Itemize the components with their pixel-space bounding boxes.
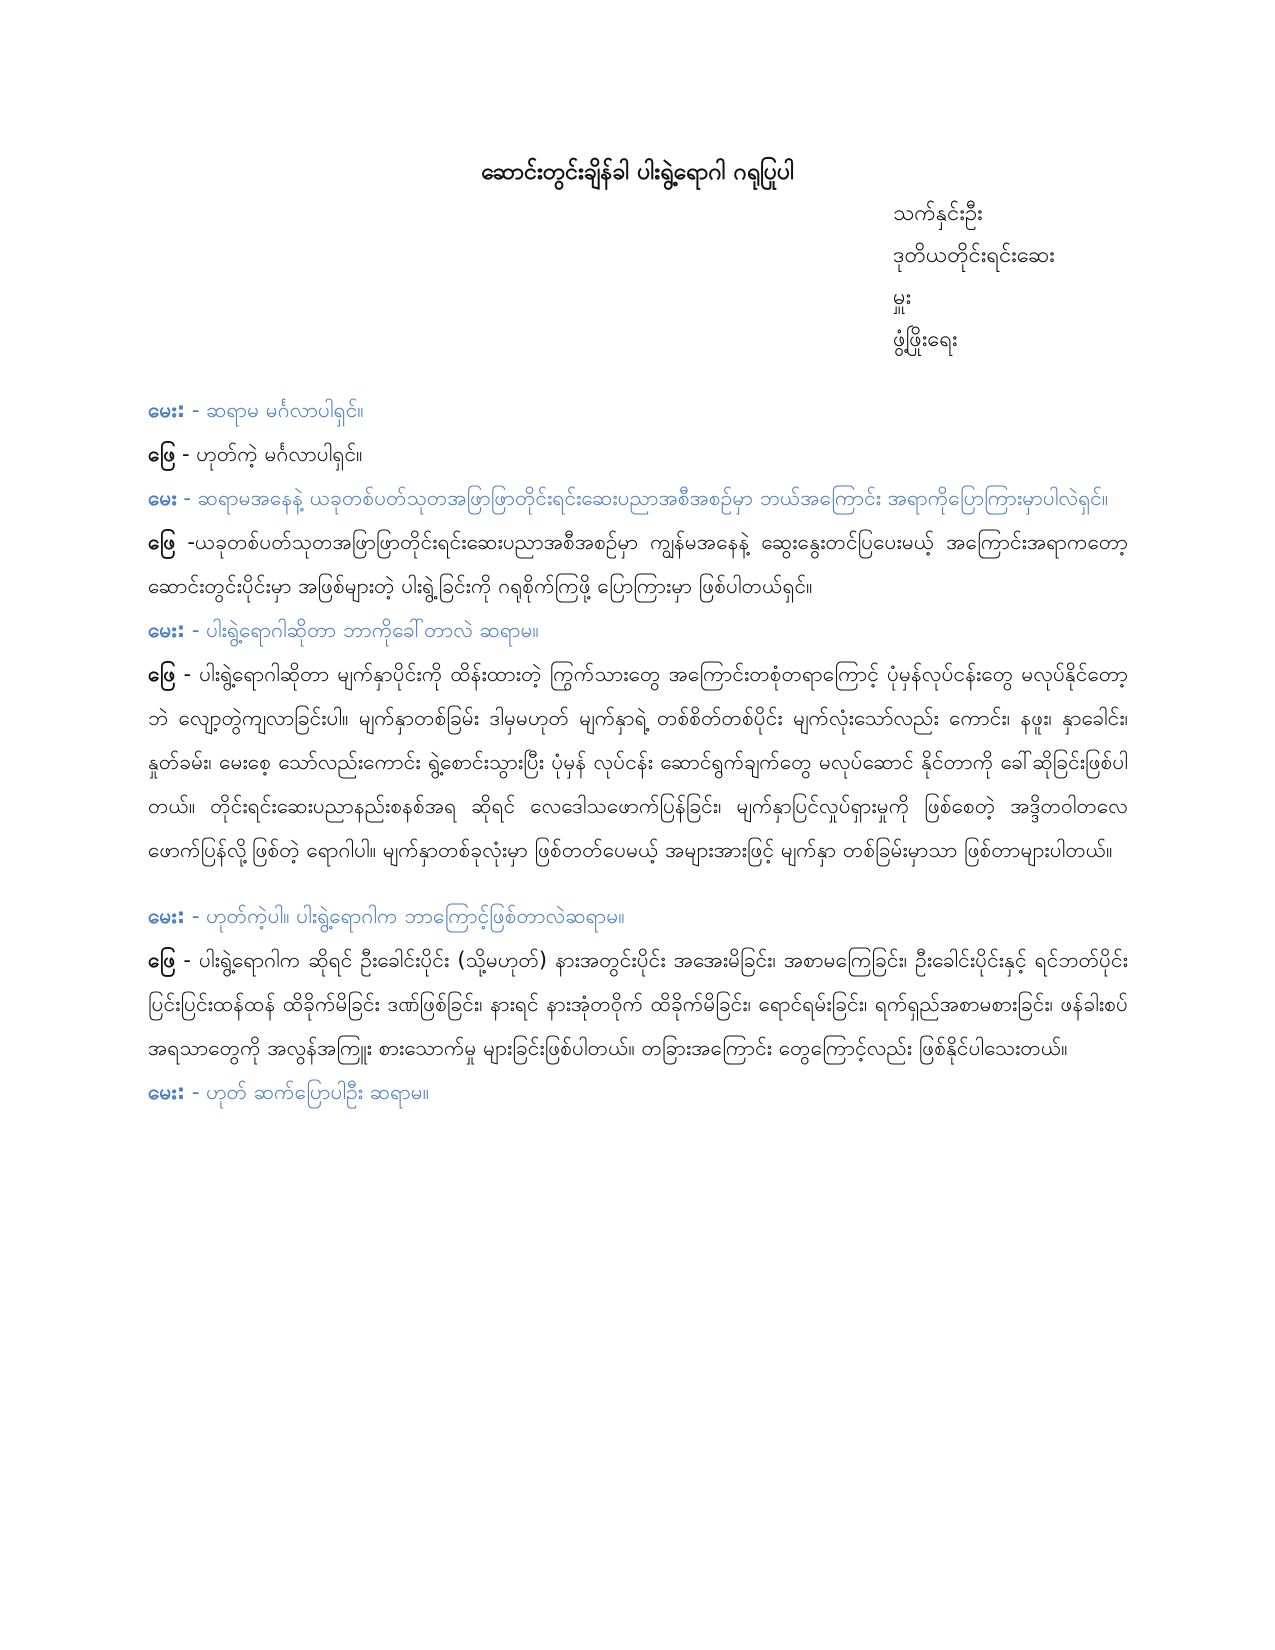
paragraph-gap <box>148 872 1128 894</box>
question-paragraph <box>148 894 1128 938</box>
answer-text: -ယခုတစ်ပတ်သုတအဖြာဖြာတိုင်းရင်းဆေးပညာအစီအစဉ်မှာ ကျွန်မအနေနဲ့ ဆွေးနွေးတင်ပြပေးမယ့် အကြောင်းအရာကတော့ ဆောင်းတွင်းပိုင်းမှာ အဖြစ်များတဲ့ ပါးရွဲ့ခြင်းကို ဂရုစိုက်ကြဖို့ ပြောကြားမှာ ဖြစ်ပါတယ်ရှင်။ <box>148 530 1128 598</box>
author-position: ဒုတိယတိုင်းရင်းဆေး <box>893 243 1055 268</box>
answer-text: - ပါးရွဲ့ရောဂါက ဆိုရင် ဦးခေါင်းပိုင်း (သို့မဟုတ်) နားအတွင်းပိုင်း အအေးမိခြင်း၊ အစာမကြေခြင်း၊ ဦးခေါင်းပိုင်းနှင့် ရင်ဘတ်ပိုင်း ပြင်းပြင်းထန်ထန် ထိခိုက်မိခြင်း ဒဏ်ဖြစ်ခြင်း၊ နားရင် နားအုံတဝိုက် ထိခိုက်မိခြင်း၊ ရောင်ရမ်းခြင်း၊ ရက်ရှည်အစာမစားခြင်း၊ ဖန်ခါးစပ် အရသာတွေကို အလွန်အကြူး စားသောက်မှု များခြင်းဖြစ်ပါတယ်။ တခြားအကြောင်း တွေကြောင့်လည်း ဖြစ်နိုင်ပါသေးတယ်။ <box>148 948 1128 1060</box>
answer-text: - ပါးရွဲ့ရောဂါဆိုတာ မျက်နှာပိုင်းကို ထိန်းထားတဲ့ ကြွက်သားတွေ အကြောင်းတစုံတရာကြောင့် ပုံမှန်လုပ်ငန်းတွေ မလုပ်နိုင်တော့ဘဲ လျော့တွဲကျလာခြင်းပါ။ မျက်နှာတစ်ခြမ်း ဒါမှမဟုတ် မျက်နှာရဲ့ တစ်စိတ်တစ်ပိုင်း မျက်လုံးသော်လည်း ကောင်း၊ နဖူး၊ နှာခေါင်း၊ နှုတ်ခမ်း၊ မေးစေ့ သော်လည်းကောင်း ရွဲ့စောင်းသွားပြီး ပုံမှန် လုပ်ငန်း ဆောင်ရွက်ချက်တွေ မလုပ်ဆောင် နိုင်တာကို ခေါ်ဆိုခြင်းဖြစ်ပါတယ်။ တိုင်းရင်းဆေးပညာနည်းစနစ်အရ ဆိုရင် လေဒေါသဖောက်ပြန်ခြင်း၊ မျက်နှာပြင်လှုပ်ရှားမှုကို ဖြစ်စေတဲ့ အဒ္ဒိတဝါတလေ ဖောက်ပြန်လို့ဖြစ်တဲ့ ရောဂါပါ။ မျက်နှာတစ်ခုလုံးမှာ ဖြစ်တတ်ပေမယ့် အများအားဖြင့် မျက်နှာ တစ်ခြမ်းမှာသာ ဖြစ်တာများပါတယ်။ <box>148 662 1128 862</box>
question-text: - ဟုတ် ဆက်ပြောပါဦး ဆရာမ။ <box>185 1080 430 1104</box>
author-block <box>893 193 1133 361</box>
answer-label: ဖြေ <box>148 442 176 466</box>
answer-label: ဖြေ <box>148 948 176 972</box>
answer-paragraph <box>148 652 1128 872</box>
author-department: ဖွံ့ဖြိုးရေး <box>893 327 958 352</box>
question-label: မေး: <box>148 398 186 422</box>
question-text: - ဟုတ်ကဲ့ပါ။ ပါးရွဲ့ရောဂါက ဘာကြောင့်ဖြစ်တာလဲဆရာမ။ <box>185 904 625 928</box>
question-paragraph <box>148 476 1128 520</box>
question-label: မေး: <box>148 1080 186 1104</box>
answer-paragraph <box>148 520 1128 608</box>
document-title: ဆောင်းတွင်းချိန်ခါ ပါးရွဲ့ရောဂါ ဂရုပြုပါ <box>480 159 795 185</box>
answer-paragraph <box>148 938 1128 1070</box>
question-label: မေး <box>148 486 177 510</box>
question-text: - ဆရာမ မင်္ဂလာပါရှင်။ <box>185 398 364 422</box>
question-label: မေး: <box>148 904 186 928</box>
question-paragraph <box>148 1070 1128 1114</box>
question-paragraph <box>148 388 1128 432</box>
answer-label: ဖြေ <box>148 530 176 554</box>
answer-paragraph <box>148 432 1128 476</box>
answer-label: ဖြေ <box>148 662 176 686</box>
question-label: မေး: <box>148 618 186 642</box>
qa-section-1 <box>148 388 1128 1114</box>
author-name: သက်နှင်းဦး <box>893 201 983 226</box>
author-role: မှူး <box>893 285 912 310</box>
question-text: - ဆရာမအနေနဲ့ ယခုတစ်ပတ်သုတအဖြာဖြာတိုင်းရင်းဆေးပညာအစီအစဉ်မှာ ဘယ်အကြောင်း အရာကိုပြောကြားမှာပါလဲရှင်။ <box>176 486 1109 510</box>
question-paragraph <box>148 608 1128 652</box>
answer-text: - ဟုတ်ကဲ့ မင်္ဂလာပါရှင်။ <box>175 442 363 466</box>
question-text: - ပါးရွဲ့ရောဂါဆိုတာ ဘာကိုခေါ်တာလဲ ဆရာမ။ <box>185 618 539 642</box>
